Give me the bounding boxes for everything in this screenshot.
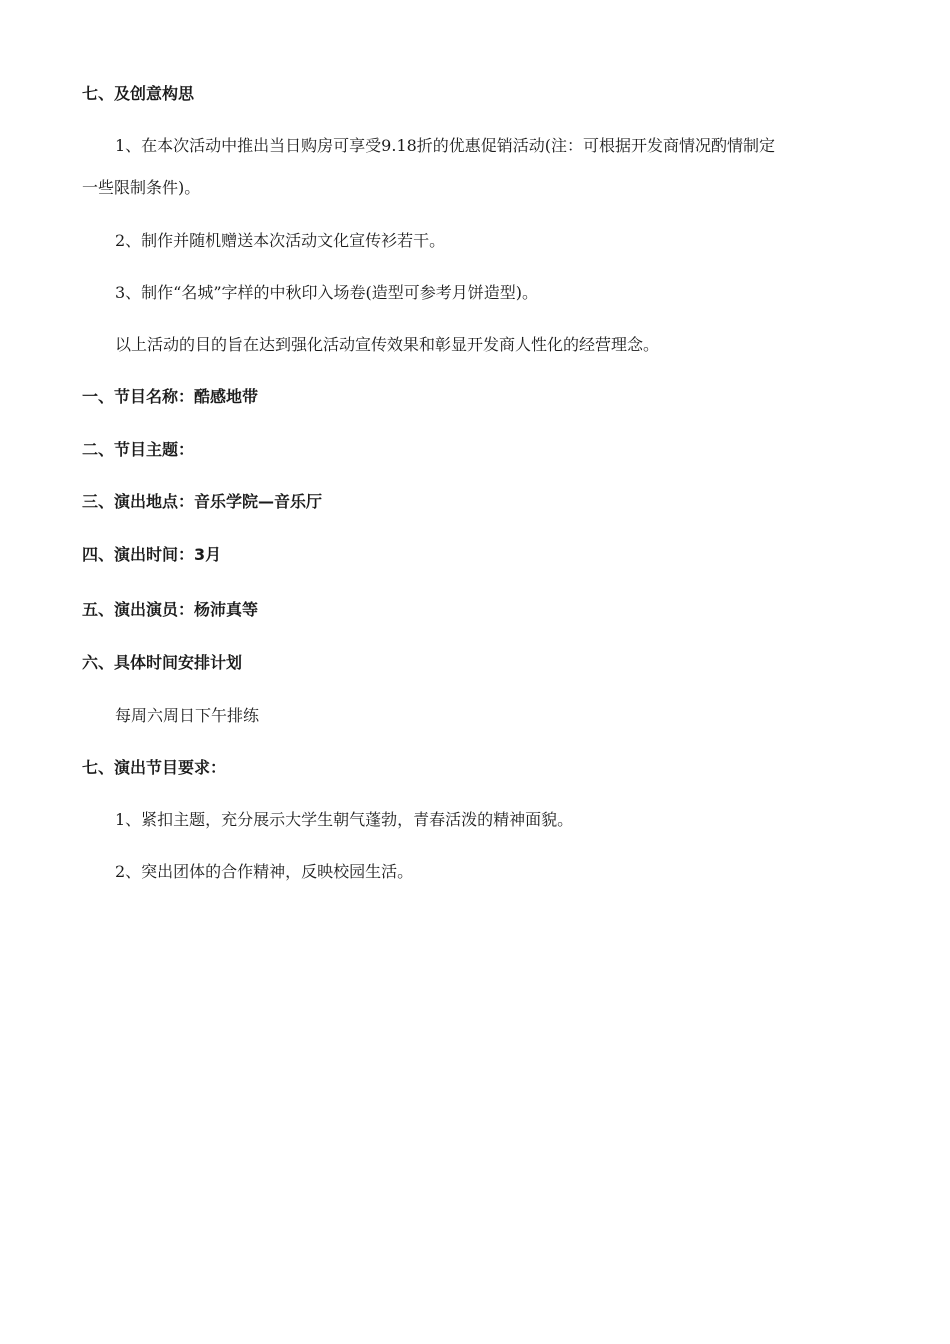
program-theme-heading: 二、节目主题： xyxy=(82,440,195,459)
paragraph: 每周六周日下午排练 xyxy=(115,706,260,725)
program-name-heading: 一、节目名称：酷感地带 xyxy=(82,387,259,406)
requirements-heading: 七、演出节目要求： xyxy=(82,758,227,777)
venue-heading: 三、演出地点：音乐学院—音乐厅 xyxy=(82,492,323,511)
paragraph: 3、制作“名城”字样的中秋印入场卷(造型可参考月饼造型)。 xyxy=(115,283,539,302)
paragraph: 2、制作并随机赠送本次活动文化宣传衫若干。 xyxy=(115,231,446,250)
paragraph: 2、突出团体的合作精神，反映校园生活。 xyxy=(115,862,414,881)
paragraph: 1、紧扣主题，充分展示大学生朝气蓬勃，青春活泼的精神面貌。 xyxy=(115,810,574,829)
paragraph-line: 一些限制条件)。 xyxy=(82,178,201,197)
paragraph: 以上活动的目的旨在达到强化活动宣传效果和彰显开发商人性化的经营理念。 xyxy=(115,335,660,354)
paragraph-line: 1、在本次活动中推出当日购房可享受9.18折的优惠促销活动(注：可根据开发商情况酌情制定 xyxy=(115,136,776,155)
performers-heading: 五、演出演员：杨沛真等 xyxy=(82,600,259,619)
section-heading: 七、及创意构思 xyxy=(82,84,195,103)
schedule-heading: 六、具体时间安排计划 xyxy=(82,653,243,672)
time-heading: 四、演出时间：3月 xyxy=(82,545,222,564)
